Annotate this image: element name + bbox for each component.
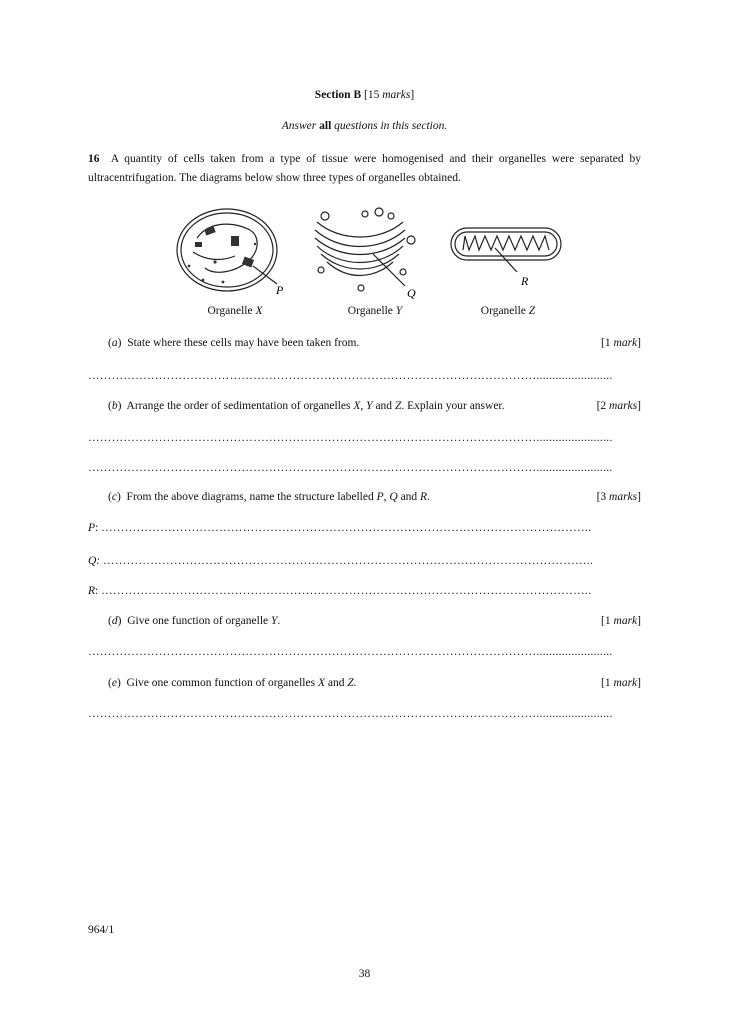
answer-line-d[interactable]: ……………………………………………………………………………………………………........................ [88, 646, 613, 658]
section-title: Section B [15 marks] [314, 89, 415, 101]
part-a-marks: [1 mark] [601, 337, 641, 349]
part-e-marks: [1 mark] [601, 677, 641, 689]
part-c-question: (c) From the above diagrams, name the structure labelled P, Q and R. [3 marks] [108, 491, 641, 503]
part-d-question: (d) Give one function of organelle Y. [1 mark] [108, 615, 641, 627]
answer-line-q[interactable]: Q: …………………………………………………………………………………………………………….. [88, 555, 594, 567]
answer-line-e[interactable]: ……………………………………………………………………………………………………........................ [88, 708, 613, 720]
organelle-diagrams [165, 200, 565, 320]
label-q: Q [407, 286, 416, 300]
answer-line-b-2[interactable]: ……………………………………………………………………………………………………........................ [88, 462, 613, 474]
question-number: 16 [88, 153, 100, 165]
question-stem [88, 150, 641, 188]
page-number: 38 [358, 968, 371, 980]
paper-code: 964/1 [88, 924, 115, 936]
answer-line-b-1[interactable]: ……………………………………………………………………………………………………........................ [88, 432, 613, 444]
organelle-x-diagram [177, 209, 277, 291]
organelle-z-diagram [451, 228, 561, 272]
caption-organelle-y: Organelle Y [347, 305, 403, 317]
part-c-marks: [3 marks] [596, 491, 641, 503]
section-instruction: Answer all questions in this section. [281, 120, 448, 132]
part-b-question: (b) Arrange the order of sedimentation of organelles X, Y and Z. Explain your answer. [2 marks] [108, 400, 641, 412]
organelle-y-diagram [315, 208, 415, 291]
label-r: R [521, 274, 529, 288]
part-a-question: (a) State where these cells may have been taken from. [1 mark] [108, 337, 641, 349]
caption-organelle-z: Organelle Z [480, 305, 536, 317]
organelle-figure [165, 200, 565, 320]
caption-organelle-x: Organelle X [207, 305, 263, 317]
part-d-marks: [1 mark] [601, 615, 641, 627]
part-e-question: (e) Give one common function of organelles X and Z. [1 mark] [108, 677, 641, 689]
part-b-marks: [2 marks] [596, 400, 641, 412]
label-p: P [276, 283, 284, 297]
answer-line-a[interactable]: ……………………………………………………………………………………………………........................ [88, 370, 613, 382]
question-text: A quantity of cells taken from a type of tissue were homogenised and their organelles were separated by ultracentrifugation. The diagrams below show three types of organelles obtained. [88, 153, 641, 184]
answer-line-p[interactable]: P : …………………………………………………………………………………………………………….. [88, 522, 592, 534]
answer-line-r[interactable]: R : …………………………………………………………………………………………………………….. [88, 585, 592, 597]
